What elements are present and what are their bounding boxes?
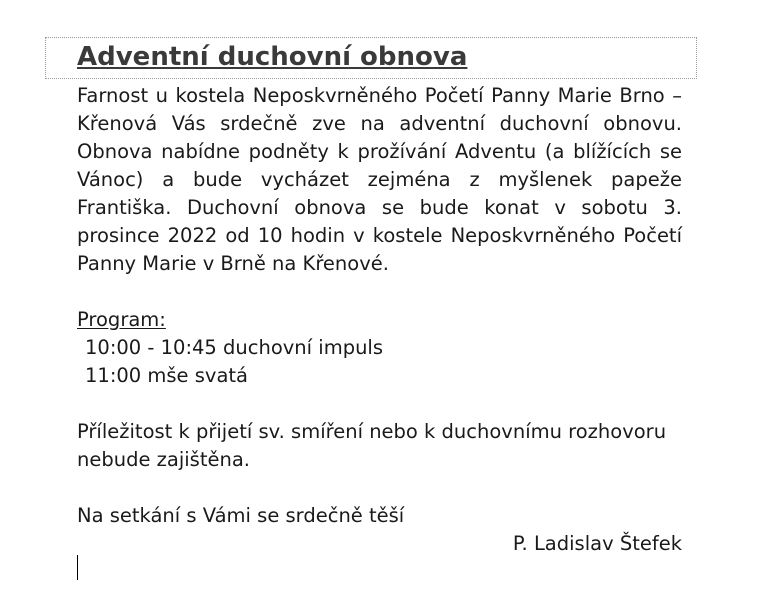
closing-line: Na setkání s Vámi se srdečně těší [77, 504, 405, 527]
program-item: 11:00 mše svatá [85, 364, 248, 387]
document-body[interactable] [77, 82, 682, 558]
blank-line [77, 278, 682, 306]
document-title: Adventní duchovní obnova [77, 42, 468, 72]
program-item: 10:00 - 10:45 duchovní impuls [85, 336, 384, 359]
blank-line [77, 474, 682, 502]
note-paragraph: Příležitost k přijetí sv. smíření nebo k duchovnímu rozhovoru nebude zajištěna. [77, 420, 667, 471]
program-heading: Program: [77, 308, 166, 331]
text-cursor [77, 555, 78, 580]
signature: P. Ladislav Štefek [512, 532, 682, 555]
blank-line [77, 390, 682, 418]
intro-paragraph: Farnost u kostela Neposkvrněného Početí Panny Marie Brno – Křenová Vás srdečně zve na adventní duchovní obnovu. Obnova nabídne podněty k prožívání Adventu (a blížících se Vánoc) a bude vycházet zejména z myšlenek papeže Františka. Duchovní obnova se bude konat v sobotu 3. prosince 2022 od 10 hodin v kostele Neposkvrněného Početí Panny Marie v Brně na Křenové. [77, 84, 682, 275]
